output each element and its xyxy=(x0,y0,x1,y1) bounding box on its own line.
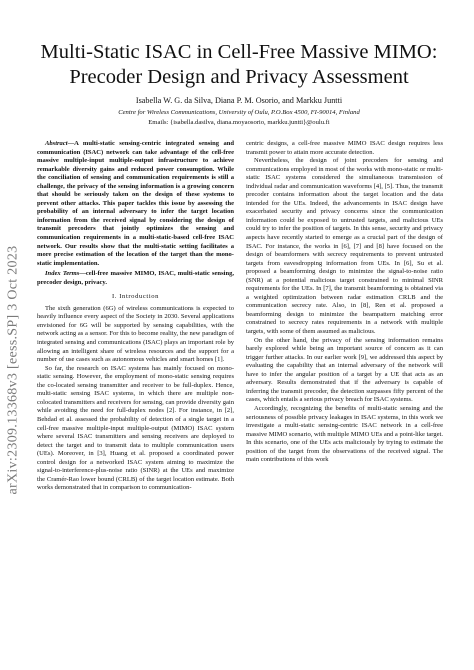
author-list: Isabella W. G. da Silva, Diana P. M. Osorio, and Markku Juntti xyxy=(135,96,343,105)
index-terms-lead: Index Terms xyxy=(45,270,80,278)
right-column xyxy=(246,140,443,465)
section-heading-text: I. Introduction xyxy=(111,293,160,301)
index-terms-text: —cell-free massive MIMO, ISAC, multi-static sensing, precoder design, privacy. xyxy=(37,270,234,286)
body-paragraph: Accordingly, recognizing the benefits of multi-static sensing and the seriousness of possible privacy leakages in ISAC systems, in this work we investigate a multi-static sensing-centric ISAC network in a cell-free massive MIMO scenario, with multiple MIMO UEs and a point-like target. In this scenario, one of the UEs acts maliciously by trying to estimate the position of the target from the observations of the received signal. The main contributions of this work xyxy=(246,404,443,464)
arxiv-identifier-stamp xyxy=(4,180,22,560)
body-paragraph: So far, the research on ISAC systems has mainly focused on mono-static sensing. However, the employment of mono-static sensing requires the co-located sensing transmitter and receiver to be full-duplex. Hence, multi-static sensing ISAC systems, in which there are multiple non-colocated transmitters and receivers for sensing, can provide diversity gain while avoiding the need for full-duplex nodes [2]. For instance, in [2], Behdad et al. assessed the probability of detection of a single target in a cell-free massive multiple-input multiple-output (MIMO) ISAC system where several ISAC transmitters and sensing receivers are deployed to detect the target and to transmit data to multiple communication users (UEs). Moreover, in [3], Huang et al. proposed a coordinated power control design for a networked ISAC system aiming to maximize the signal-to-interference-plus-noise ratio (SINR) at the UEs and maximize the Cramér-Rao lower bound (CRLB) of the target location estimate. Both works demonstrated that in comparison to communication- xyxy=(37,364,234,492)
body-paragraph: The sixth generation (6G) of wireless communications is expected to heavily influence every aspect of the Society in 2030. Several applications envisioned for 6G will be supported by sensing capabilities, with the network acting as a sensor. For this to become reality, the new paradigm of integrated sensing and communications (ISAC) plays an important role by allowing an intelligent share of wireless resources and the support for a number of use cases such as autonomous vehicles and smart homes [1]. xyxy=(37,304,234,364)
body-paragraph: Nevertheless, the design of joint precoders for sensing and communications employed in most of the works with mono-static or multi-static ISAC systems considered the simultaneous transmission of individual radar and communication waveforms [4], [5]. Thus, the transmit precoder contains information about the target location and the data intended for the UEs. Indeed, the advancements in ISAC design have exacerbated security and privacy concerns since the communication information could be exposed to untrusted targets, and malicious UEs could try to infer the position of targets. In this sense, security and privacy aspects have recently started to emerge as a crucial part of the design of ISAC. For instance, the works in [6], [7] and [8] have focused on the design of beamformers with secrecy requirements to prevent untrusted targets from eavesdropping information from UEs. In [6], Su et al. proposed a beamforming design to minimize the signal-to-noise ratio (SNR) at a potential malicious target constrained to minimal SINR requirements for the UEs. In [7], the transmit beamforming is obtained via a weighted optimization between radar estimation CRLB and the communication secrecy rate. Also, in [8], Ren et al. proposed a beamforming design to minimize the beampattern matching error constrained to secrecy rates requirements in a network with multiple targets, with some of them assumed as malicious. xyxy=(246,157,443,336)
author-emails: Emails: {isabella.dasilva, diana.moyaosorio, markku.juntti}@oulu.fi xyxy=(148,119,330,126)
abstract-lead: Abstract xyxy=(45,140,68,147)
affiliation: Centre for Wireless Communications, University of Oulu, P.O.Box 4500, FI-90014, Finland xyxy=(118,109,360,116)
index-terms xyxy=(37,270,234,287)
body-paragraph: centric designs, a cell-free massive MIMO ISAC design requires less transmit power to attain more accurate detection. xyxy=(246,140,443,156)
arxiv-id-text: arXiv:2309.13368v3 [eess.SP] 3 Oct 2023 xyxy=(5,245,20,495)
abstract-text: —A multi-static sensing-centric integrated sensing and communication (ISAC) network can take advantage of the cell-free massive multiple-input multiple-output infrastructure to achieve remarkable diversity gains and reduced power consumption. While the conciliation of sensing and communication requirements is still a challenge, the privacy of the sensing information is a growing concern that should be seriously taken on the design of these systems to prevent other attacks. This paper tackles this issue by assessing the probability of an internal adversary to infer the target location information from the received signal by considering the design of transmit precoders that jointly optimizes the sensing and communication requirements in a multi-static-based cell-free ISAC network. Our results show that the multi-static setting facilitates a more precise estimation of the location of the target than the mono-static implementation. xyxy=(37,140,234,267)
paper-title: Multi-Static ISAC in Cell-Free Massive MIMO: Precoder Design and Privacy Assessment xyxy=(40,41,438,88)
body-paragraph: On the other hand, the privacy of the sensing information remains barely explored while being an important source of concern as it can trigger further attacks. In our earlier work [9], we addressed this aspect by evaluating the capability that an internal adversary of the network will have to infer the angular position of a target by a UE that acts as an adversary. Results demonstrated that if the adversary is capable of inferring the transmit precoder, the detection surpasses fifty percent of the cases, which entails a serious privacy breach for ISAC systems. xyxy=(246,336,443,404)
left-column xyxy=(37,140,234,493)
abstract xyxy=(37,140,234,268)
section-heading-introduction xyxy=(37,293,234,302)
